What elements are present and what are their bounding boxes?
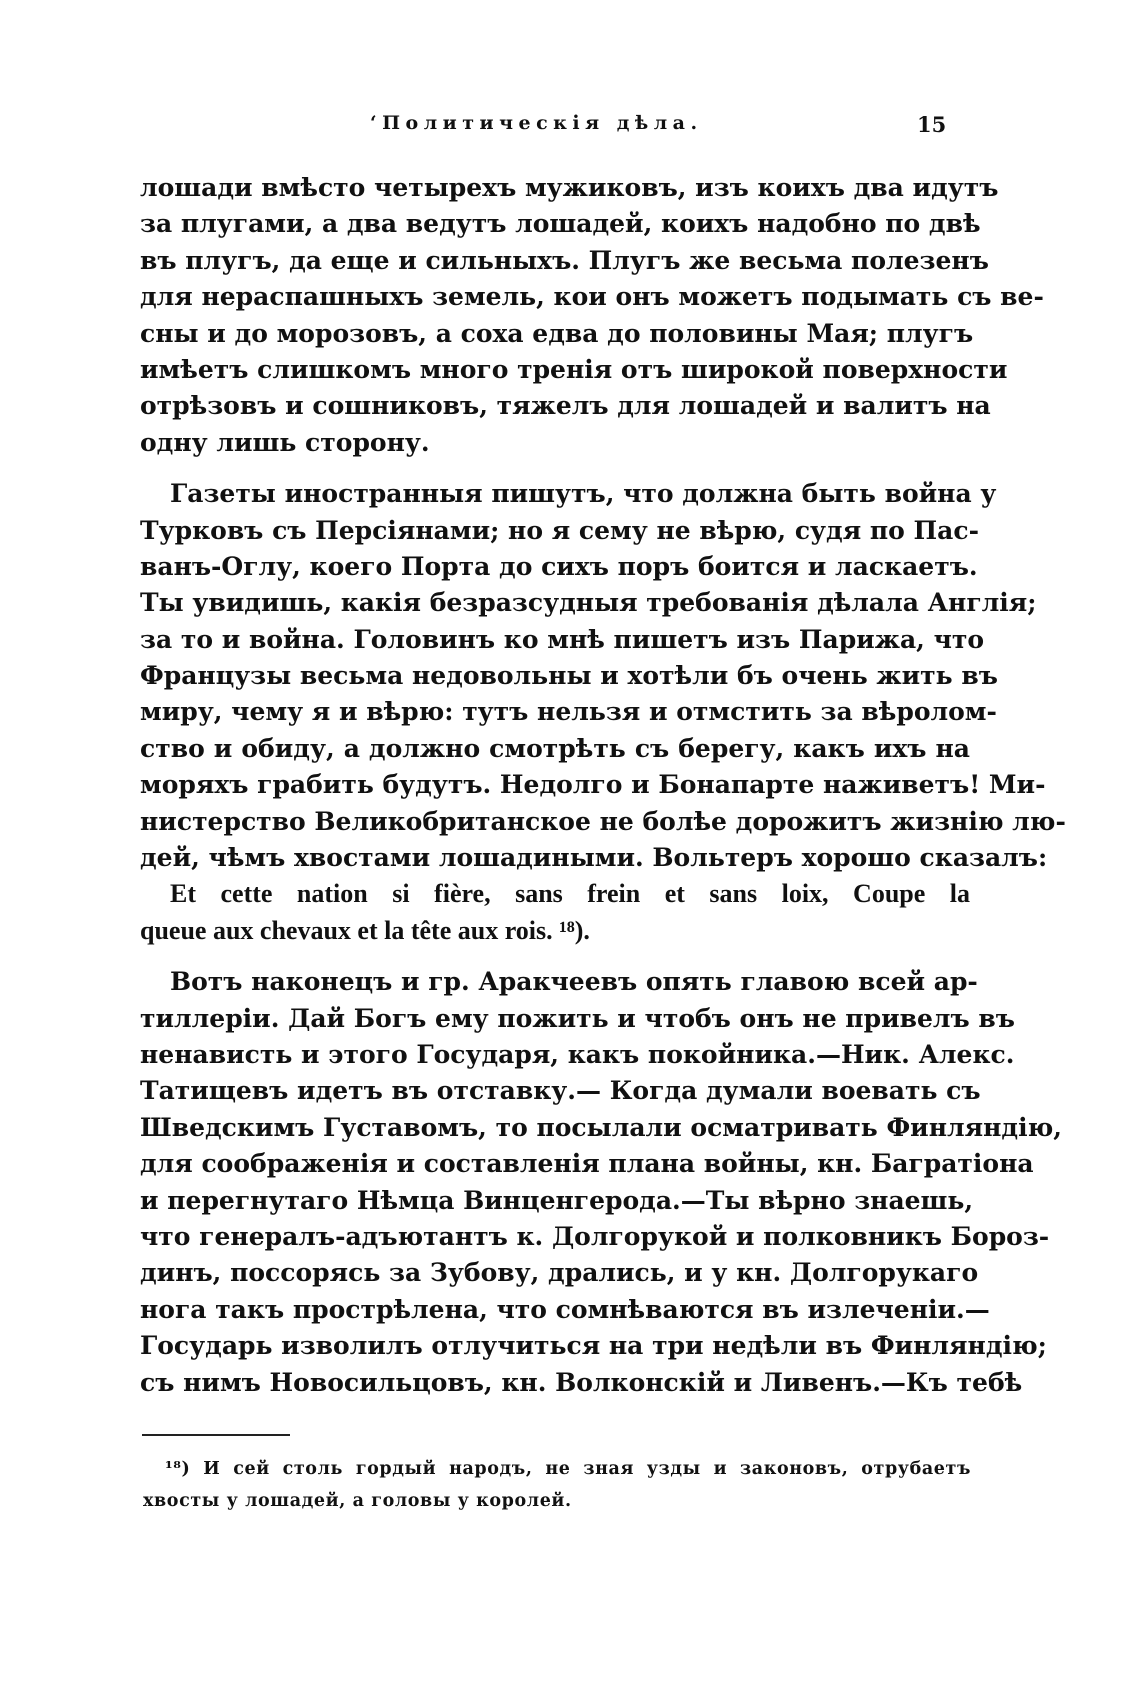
page-number: 15 <box>917 112 947 137</box>
text-line: и перегнутаго Нѣмца Винценгерода.—Ты вѣрно знаешь, <box>140 1185 974 1215</box>
text-line: лошади вмѣсто четырехъ мужиковъ, изъ коихъ два идутъ <box>140 173 999 202</box>
quote-line: queue aux chevaux et la tête aux rois. ¹⁸). <box>140 915 590 945</box>
quote-line: Et cette nation si fière, sans frein et sans loix, Coupe la <box>170 879 970 909</box>
text-line: ненависть и этого Государя, какъ покойника.—Ник. Алекс. <box>140 1039 1015 1069</box>
text-line: нистерство Великобританское не болѣе дорожитъ жизнію лю- <box>140 806 1066 836</box>
text-line: Государь изволилъ отлучиться на три недѣли въ Финляндію; <box>140 1331 1047 1361</box>
text-line: Татищевъ идетъ въ отставку.— Когда думали воевать съ <box>140 1076 981 1106</box>
main-text <box>140 170 1066 1401</box>
text-line: Газеты иностранныя пишутъ, что должна быть война у <box>170 479 997 509</box>
text-line: Французы весьма недовольны и хотѣли бъ очень жить въ <box>140 661 998 691</box>
text-line: съ нимъ Новосильцовъ, кн. Волконскій и Ливенъ.—Къ тебѣ <box>140 1367 1023 1397</box>
text-line: отрѣзовъ и сошниковъ, тяжелъ для лошадей и валитъ на <box>140 391 991 421</box>
text-line: дей, чѣмъ хвостами лошадиными. Вольтеръ хорошо сказалъ: <box>140 843 1048 873</box>
text-line: динъ, поссорясь за Зубову, дрались, и у кн. Долгорукаго <box>140 1258 979 1288</box>
text-line: Вотъ наконецъ и гр. Аракчеевъ опять главою всей ар- <box>170 967 978 997</box>
text-line: ство и обиду, а должно смотрѣть съ берегу, какъ ихъ на <box>140 733 970 763</box>
running-title: ‘Политическія дѣла. <box>370 112 703 134</box>
text-line: имѣетъ слишкомъ много тренія отъ широкой поверхности <box>140 354 1008 384</box>
footnote-line: хвосты у лошадей, а головы у королей. <box>143 1491 572 1511</box>
text-line: тиллеріи. Дай Богъ ему пожить и чтобъ онъ не привелъ въ <box>140 1003 1015 1033</box>
footnote-divider <box>142 1434 290 1436</box>
text-line: для нераспашныхъ земель, кои онъ можетъ подымать съ ве- <box>140 282 1044 312</box>
running-header <box>0 112 1140 142</box>
footnote-line: ¹⁸) И сей столь гордый народъ, не зная узды и законовъ, отрубаетъ <box>165 1459 971 1479</box>
text-line: одну лишь сторону. <box>140 427 430 457</box>
text-line: ванъ-Оглу, коего Порта до сихъ поръ боится и ласкаетъ. <box>140 551 978 581</box>
text-line: сны и до морозовъ, а соха едва до половины Мая; плугъ <box>140 318 974 348</box>
text-line: за то и война. Головинъ ко мнѣ пишетъ изъ Парижа, что <box>140 624 985 654</box>
footnote <box>143 1453 971 1517</box>
text-line: Турковъ съ Персіянами; но я сему не вѣрю, судя по Пас- <box>140 515 979 545</box>
text-line: что генералъ-адъютантъ к. Долгорукой и полковникъ Бороз- <box>140 1221 1050 1251</box>
text-line: для соображенія и составленія плана войны, кн. Багратіона <box>140 1149 1034 1179</box>
text-line: миру, чему я и вѣрю: тутъ нельзя и отмстить за вѣролом- <box>140 697 997 727</box>
text-line: Шведскимъ Густавомъ, то посылали осматривать Финляндію, <box>140 1112 1062 1142</box>
text-line: за плугами, а два ведутъ лошадей, коихъ надобно по двѣ <box>140 209 981 239</box>
text-line: Ты увидишь, какія безразсудныя требованія дѣлала Англія; <box>140 588 1037 618</box>
text-line: въ плугъ, да еще и сильныхъ. Плугъ же весьма полезенъ <box>140 245 989 275</box>
text-line: нога такъ прострѣлена, что сомнѣваются въ излеченіи.— <box>140 1294 990 1324</box>
text-line: моряхъ грабить будутъ. Недолго и Бонапарте наживетъ! Ми- <box>140 770 1046 800</box>
